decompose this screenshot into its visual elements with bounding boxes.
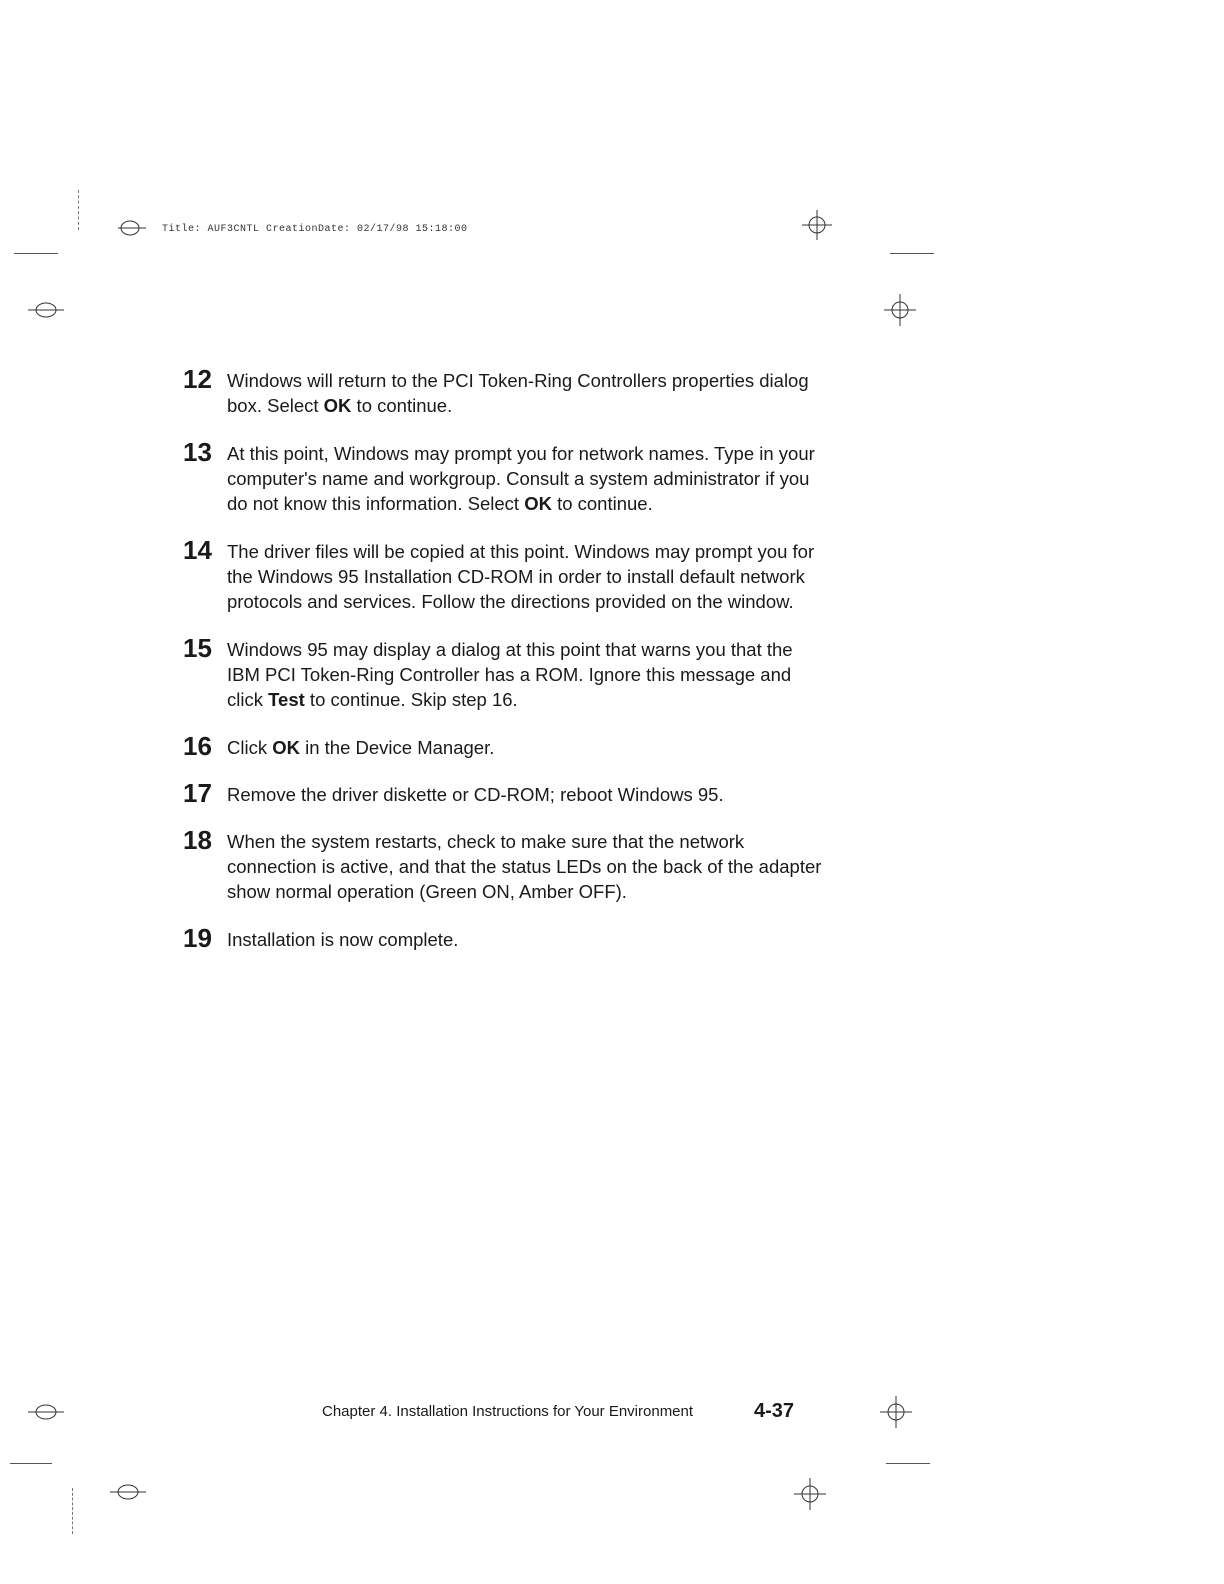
crosshair-icon (802, 210, 832, 240)
list-item (183, 731, 823, 761)
step-text: Installation is now complete. (227, 929, 459, 950)
step-text: The driver files will be copied at this point. Windows may prompt you for the Windows 95 Installation CD-ROM in order to install default network protocols and services. Follow the directions provided on the window. (227, 541, 815, 612)
step-list (183, 364, 823, 953)
crop-line (890, 253, 934, 254)
step-text: Click OK in the Device Manager. (227, 737, 495, 758)
registration-mark-icon (110, 1480, 146, 1504)
print-header: Title: AUF3CNTL CreationDate: 02/17/98 15:18:00 (162, 224, 468, 235)
step-number: 17 (183, 778, 212, 808)
step-text: Windows 95 may display a dialog at this point that warns you that the IBM PCI Token-Ring Controller has a ROM. Ignore this message and click Test to continue. Skip step 16. (227, 639, 793, 710)
step-number: 12 (183, 364, 212, 394)
step-text: Windows will return to the PCI Token-Ring Controllers properties dialog box. Select OK to continue. (227, 370, 809, 416)
list-item (183, 364, 823, 418)
step-number: 16 (183, 731, 212, 761)
step-number: 14 (183, 535, 212, 565)
crop-line (14, 253, 58, 254)
list-item (183, 633, 823, 712)
crop-line (886, 1463, 930, 1464)
crop-line (78, 190, 80, 230)
step-number: 18 (183, 825, 212, 855)
crop-line (10, 1463, 52, 1464)
list-item (183, 825, 823, 904)
crosshair-icon (880, 1396, 912, 1428)
list-item (183, 778, 823, 808)
list-item (183, 437, 823, 516)
registration-mark-icon (28, 1400, 64, 1424)
registration-mark-icon (28, 298, 64, 322)
chapter-title: Chapter 4. Installation Instructions for Your Environment (322, 1403, 694, 1420)
step-number: 15 (183, 633, 212, 663)
step-number: 13 (183, 437, 212, 467)
step-text: Remove the driver diskette or CD-ROM; reboot Windows 95. (227, 784, 724, 805)
list-item (183, 535, 823, 614)
registration-mark-icon (118, 216, 148, 240)
crosshair-icon (794, 1478, 826, 1510)
step-text: At this point, Windows may prompt you for network names. Type in your computer's name and workgroup. Consult a system administrator if you do not know this information. Select OK to continue. (227, 443, 815, 514)
crosshair-icon (884, 294, 916, 326)
step-number: 19 (183, 923, 212, 953)
crop-line (72, 1488, 74, 1534)
list-item (183, 923, 823, 953)
step-text: When the system restarts, check to make sure that the network connection is active, and that the status LEDs on the back of the adapter show normal operation (Green ON, Amber OFF). (227, 831, 822, 902)
page-footer (322, 1400, 795, 1422)
page-number: 4-37 (754, 1400, 795, 1422)
